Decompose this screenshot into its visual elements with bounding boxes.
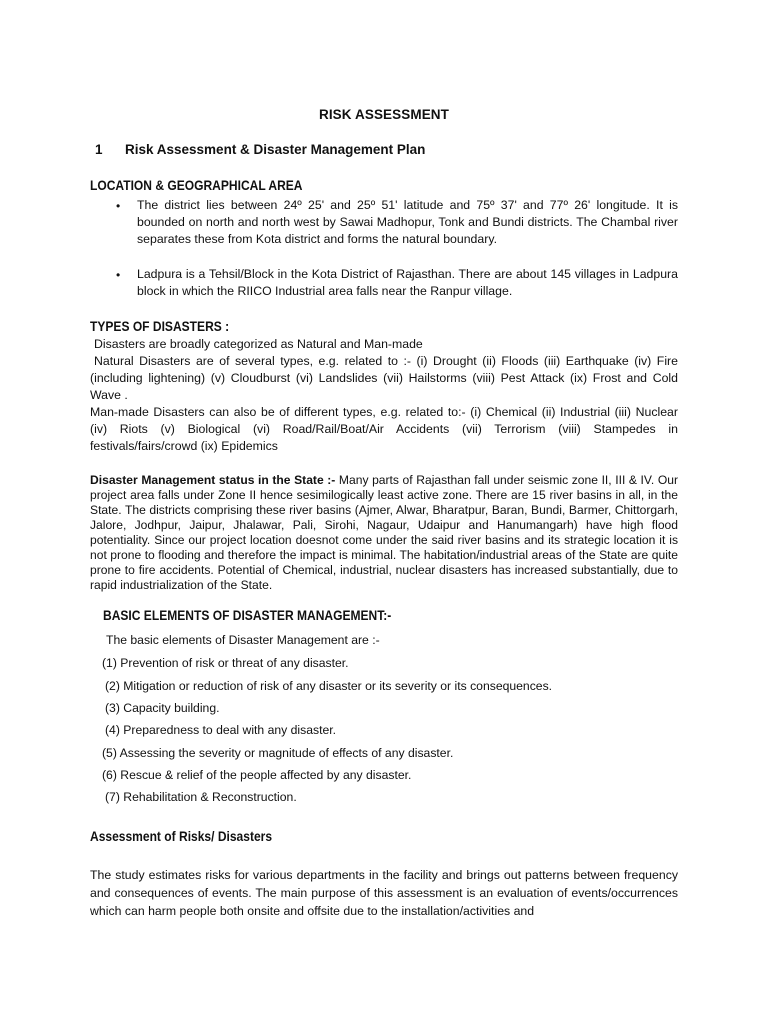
section-title: Risk Assessment & Disaster Management Plan [125, 142, 426, 157]
assessment-paragraph: The study estimates risks for various departments in the facility and brings out patterns between frequency and consequences of events. The main purpose of this assessment is an evaluation of events/occurrences which can harm people both onsite and offsite due to the installation/activities and [90, 868, 678, 918]
basic-elements-heading: BASIC ELEMENTS OF DISASTER MANAGEMENT:- [103, 607, 392, 623]
status-label: Disaster Management status in the State :- [90, 473, 336, 487]
assessment-heading: Assessment of Risks/ Disasters [90, 828, 273, 844]
status-paragraph [90, 473, 678, 593]
basic-element-item: (5) Assessing the severity or magnitude of effects of any disaster. [102, 746, 454, 760]
natural-disasters-text: Natural Disasters are of several types, e.g. related to :- (i) Drought (ii) Floods (iii) Earthquake (iv) Fire (including lightening) (v) Cloudburst (vi) Landslides (vii) Hailstorms (viii) Pest Attack (ix) Frost and Cold Wave . [90, 354, 678, 402]
basic-element-item: (2) Mitigation or reduction of risk of any disaster or its severity or its consequences. [105, 679, 553, 693]
basic-element-item: (6) Rescue & relief of the people affected by any disaster. [102, 768, 412, 782]
basic-element-item: (7) Rehabilitation & Reconstruction. [105, 790, 297, 804]
location-heading: LOCATION & GEOGRAPHICAL AREA [90, 177, 303, 193]
basic-elements-intro: The basic elements of Disaster Management are :- [106, 633, 380, 647]
section-number: 1 [95, 142, 103, 157]
page-title: RISK ASSESSMENT [318, 107, 450, 122]
types-heading: TYPES OF DISASTERS : [90, 318, 230, 334]
types-intro: Disasters are broadly categorized as Natural and Man-made [94, 337, 423, 351]
location-bullet-2: Ladpura is a Tehsil/Block in the Kota District of Rajasthan. There are about 145 villages in Ladpura block in which the RIICO Industrial area falls near the Ranpur village. [137, 267, 678, 298]
basic-element-item: (3) Capacity building. [105, 701, 220, 715]
basic-element-item: (1) Prevention of risk or threat of any disaster. [102, 656, 349, 670]
manmade-disasters-text: Man-made Disasters can also be of different types, e.g. related to:- (i) Chemical (ii) Industrial (iii) Nuclear (iv) Riots (v) Biological (vi) Road/Rail/Boat/Air Accidents (vii) Terrorism (viii) Stampedes in festivals/fairs/crowd (ix) Epidemics [90, 405, 678, 453]
basic-element-item: (4) Preparedness to deal with any disaster. [105, 723, 337, 737]
bullet-icon: • [116, 268, 121, 282]
location-bullet-1: The district lies between 24º 25' and 25º 51' latitude and 75º 37' and 77º 26' longitude. It is bounded on north and north west by Sawai Madhopur, Tonk and Bundi districts. The Chambal river separates these from Kota district and forms the natural boundary. [137, 198, 678, 246]
status-text: Many parts of Rajasthan fall under seismic zone II, III & IV. Our project area falls under Zone II hence sesimilogically least active zone. There are 15 river basins in all, in the State. The districts comprising these river basins (Ajmer, Alwar, Bharatpur, Baran, Bundi, Barmer, Chittorgarh, Jalore, Jodhpur, Jaipur, Jhalawar, Pali, Sirohi, Nagaur, Udaipur and Hanumangarh) have high flood potentiality. Since our project location doesnot come under the said river basins and its strategic location it is not prone to flooding and therefore the impact is minimal. The habitation/industrial areas of the State are quite prone to fire accidents. Potential of Chemical, industrial, nuclear disasters has increased substantially, due to rapid industrialization of the State. [90, 473, 678, 592]
bullet-icon: • [116, 199, 121, 213]
